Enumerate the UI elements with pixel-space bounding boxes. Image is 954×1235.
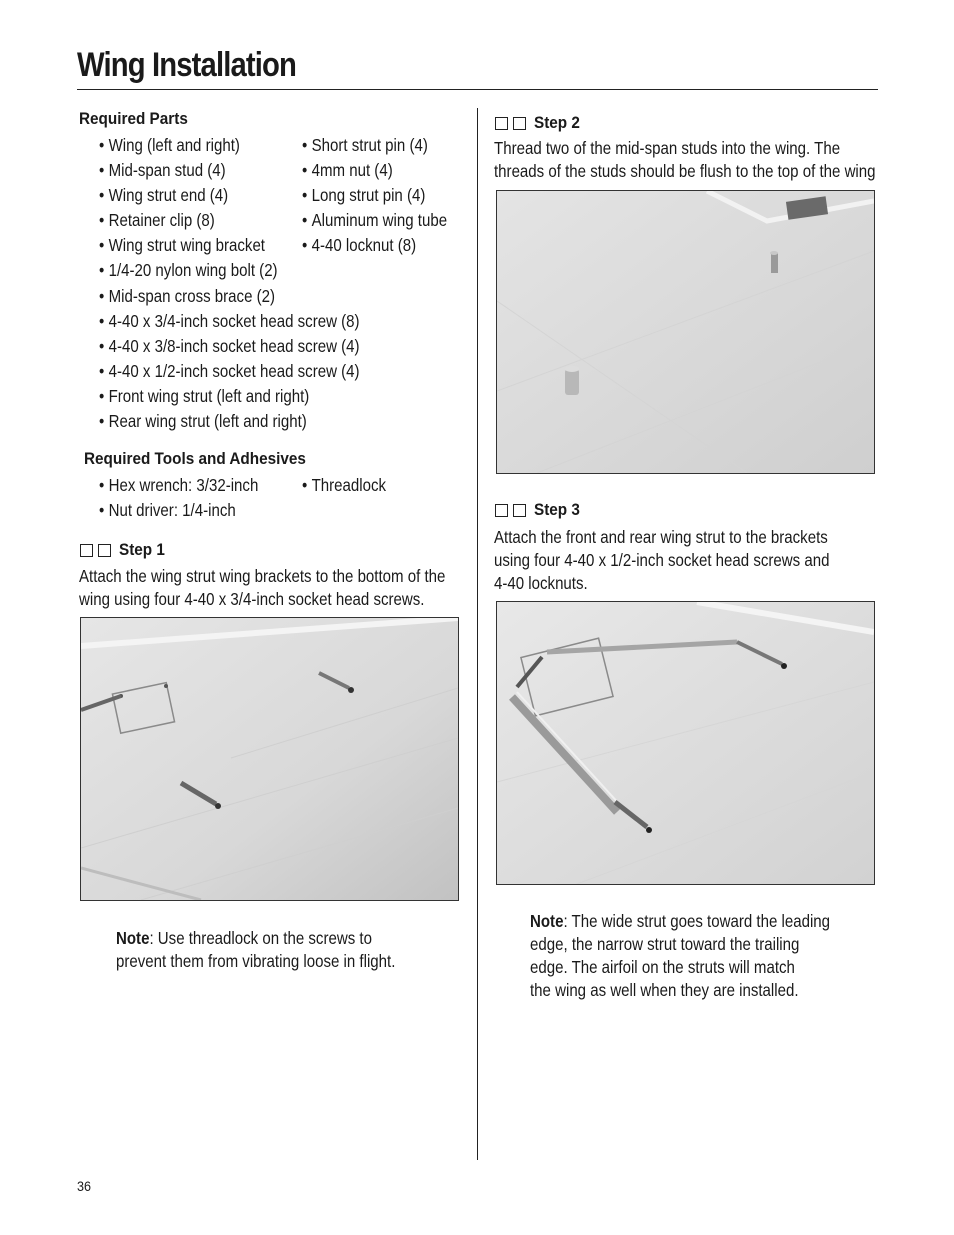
step3-text-line: Attach the front and rear wing strut to the brackets xyxy=(494,527,828,547)
step3-note xyxy=(530,910,830,1002)
list-item: • Wing strut end (4) xyxy=(99,183,360,208)
step1-checkbox-2[interactable] xyxy=(98,544,111,557)
step3-header xyxy=(495,500,585,520)
list-item: • Hex wrench: 3/32-inch xyxy=(99,473,258,498)
step2-checkbox-1[interactable] xyxy=(495,117,508,130)
list-item: • Wing (left and right) xyxy=(99,133,360,158)
step1-note xyxy=(116,927,395,973)
step3-text-line: 4-40 locknuts. xyxy=(494,573,588,593)
list-item: • 1/4-20 nylon wing bolt (2) xyxy=(99,258,360,283)
step3-note-line: edge. The airfoil on the struts will match xyxy=(530,957,795,977)
step1-label: Step 1 xyxy=(119,540,165,559)
title-divider xyxy=(77,89,878,90)
step3-note-line: edge, the narrow strut toward the trailing xyxy=(530,934,800,954)
list-item: • 4-40 x 1/2-inch socket head screw (4) xyxy=(99,359,360,384)
step2-text xyxy=(494,137,876,183)
step1-photo xyxy=(80,617,459,901)
step3-note-line: the wing as well when they are installed. xyxy=(530,980,799,1000)
required-tools-list-left xyxy=(99,473,284,523)
list-item: • 4mm nut (4) xyxy=(302,158,447,183)
list-item: • Long strut pin (4) xyxy=(302,183,447,208)
step2-text-line: threads of the studs should be flush to the top of the wing xyxy=(494,161,876,181)
list-item: • Front wing strut (left and right) xyxy=(99,384,360,409)
step3-text-line: using four 4-40 x 1/2-inch socket head screws and xyxy=(494,550,830,570)
step3-checkbox-1[interactable] xyxy=(495,504,508,517)
step3-note-line: : The wide strut goes toward the leading xyxy=(563,911,831,931)
list-item: • Mid-span stud (4) xyxy=(99,158,360,183)
required-tools-list-right xyxy=(302,473,400,498)
required-parts-heading: Required Parts xyxy=(79,109,188,128)
page-title: Wing Installation xyxy=(77,46,297,84)
step3-checkbox-2[interactable] xyxy=(513,504,526,517)
step2-label: Step 2 xyxy=(534,113,580,132)
step1-text-line: wing using four 4-40 x 3/4-inch socket head screws. xyxy=(79,589,425,609)
list-item: • Short strut pin (4) xyxy=(302,133,447,158)
step1-header xyxy=(80,540,170,560)
step3-label: Step 3 xyxy=(534,500,580,519)
step3-note-label: Note xyxy=(530,911,564,931)
list-item: • Mid-span cross brace (2) xyxy=(99,284,360,309)
step3-photo xyxy=(496,601,875,885)
required-tools-heading: Required Tools and Adhesives xyxy=(84,449,306,468)
list-item: • Threadlock xyxy=(302,473,386,498)
list-item: • 4-40 x 3/8-inch socket head screw (4) xyxy=(99,334,360,359)
list-item: • Wing strut wing bracket xyxy=(99,233,360,258)
list-item: • Nut driver: 1/4-inch xyxy=(99,498,258,523)
step1-text-line: Attach the wing strut wing brackets to the bottom of the xyxy=(79,566,446,586)
step1-note-label: Note xyxy=(116,928,150,948)
step1-text xyxy=(79,565,445,611)
step2-photo xyxy=(496,190,875,474)
list-item: • 4-40 locknut (8) xyxy=(302,233,447,258)
list-item: • Rear wing strut (left and right) xyxy=(99,409,360,434)
step1-checkbox-1[interactable] xyxy=(80,544,93,557)
step1-note-line: prevent them from vibrating loose in flight. xyxy=(116,951,396,971)
page-number: 36 xyxy=(77,1178,92,1194)
step2-checkbox-2[interactable] xyxy=(513,117,526,130)
step2-header xyxy=(495,113,585,133)
list-item: • Aluminum wing tube xyxy=(302,208,447,233)
list-item: • Retainer clip (8) xyxy=(99,208,360,233)
step3-text xyxy=(494,526,829,595)
column-divider xyxy=(477,108,478,1160)
list-item: • 4-40 x 3/4-inch socket head screw (8) xyxy=(99,309,360,334)
step2-text-line: Thread two of the mid-span studs into the wing. The xyxy=(494,138,841,158)
step1-note-line: : Use threadlock on the screws to xyxy=(149,928,372,948)
required-parts-list-right xyxy=(302,133,471,258)
